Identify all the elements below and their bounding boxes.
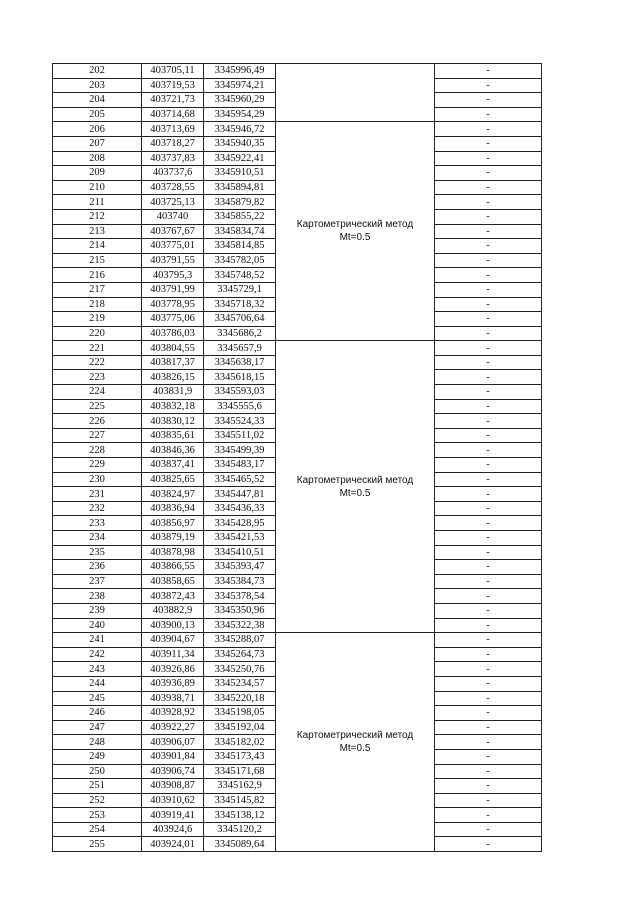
point-number: 241 [53, 633, 142, 648]
description-cell: - [435, 516, 542, 531]
point-number: 235 [53, 545, 142, 560]
y-coordinate: 3345234,57 [204, 676, 276, 691]
description-cell: - [435, 297, 542, 312]
y-coordinate: 3345814,85 [204, 239, 276, 254]
description-cell: - [435, 399, 542, 414]
x-coordinate: 403831,9 [142, 385, 204, 400]
description-cell: - [435, 166, 542, 181]
method-name: Картометрический метод [296, 474, 414, 486]
y-coordinate: 3345686,2 [204, 326, 276, 341]
x-coordinate: 403924,01 [142, 837, 204, 852]
point-number: 253 [53, 808, 142, 823]
y-coordinate: 3345120,2 [204, 822, 276, 837]
y-coordinate: 3345436,33 [204, 501, 276, 516]
y-coordinate: 3345960,29 [204, 93, 276, 108]
point-number: 203 [53, 78, 142, 93]
y-coordinate: 3345910,51 [204, 166, 276, 181]
description-cell: - [435, 793, 542, 808]
point-number: 219 [53, 312, 142, 327]
description-cell: - [435, 341, 542, 356]
description-cell: - [435, 589, 542, 604]
point-number: 209 [53, 166, 142, 181]
x-coordinate: 403928,92 [142, 706, 204, 721]
x-coordinate: 403728,55 [142, 180, 204, 195]
point-number: 210 [53, 180, 142, 195]
description-cell: - [435, 253, 542, 268]
method-name: Картометрический метод [296, 219, 414, 231]
x-coordinate: 403878,98 [142, 545, 204, 560]
point-number: 249 [53, 749, 142, 764]
description-cell: - [435, 706, 542, 721]
x-coordinate: 403786,03 [142, 326, 204, 341]
description-cell: - [435, 603, 542, 618]
table-row [53, 341, 542, 356]
description-cell: - [435, 560, 542, 575]
y-coordinate: 3345511,02 [204, 428, 276, 443]
x-coordinate: 403911,34 [142, 647, 204, 662]
point-number: 248 [53, 735, 142, 750]
description-cell: - [435, 64, 542, 79]
x-coordinate: 403775,01 [142, 239, 204, 254]
point-number: 238 [53, 589, 142, 604]
point-number: 252 [53, 793, 142, 808]
description-cell: - [435, 443, 542, 458]
x-coordinate: 403926,86 [142, 662, 204, 677]
y-coordinate: 3345428,95 [204, 516, 276, 531]
point-number: 230 [53, 472, 142, 487]
y-coordinate: 3345138,12 [204, 808, 276, 823]
x-coordinate: 403719,53 [142, 78, 204, 93]
y-coordinate: 3345638,17 [204, 355, 276, 370]
y-coordinate: 3345657,9 [204, 341, 276, 356]
table-row [53, 633, 542, 648]
description-cell: - [435, 122, 542, 137]
description-cell: - [435, 224, 542, 239]
y-coordinate: 3345089,64 [204, 837, 276, 852]
y-coordinate: 3345729,1 [204, 282, 276, 297]
x-coordinate: 403778,95 [142, 297, 204, 312]
y-coordinate: 3345499,39 [204, 443, 276, 458]
description-cell: - [435, 355, 542, 370]
x-coordinate: 403906,74 [142, 764, 204, 779]
description-cell: - [435, 647, 542, 662]
y-coordinate: 3345378,54 [204, 589, 276, 604]
description-cell: - [435, 282, 542, 297]
x-coordinate: 403922,27 [142, 720, 204, 735]
x-coordinate: 403836,94 [142, 501, 204, 516]
y-coordinate: 3345483,17 [204, 458, 276, 473]
x-coordinate: 403791,55 [142, 253, 204, 268]
y-coordinate: 3345954,29 [204, 107, 276, 122]
y-coordinate: 3345173,43 [204, 749, 276, 764]
y-coordinate: 3345555,6 [204, 399, 276, 414]
description-cell: - [435, 428, 542, 443]
y-coordinate: 3345393,47 [204, 560, 276, 575]
y-coordinate: 3345922,41 [204, 151, 276, 166]
point-number: 215 [53, 253, 142, 268]
table-row [53, 64, 542, 79]
description-cell: - [435, 78, 542, 93]
point-number: 211 [53, 195, 142, 210]
y-coordinate: 3345996,49 [204, 64, 276, 79]
description-cell: - [435, 458, 542, 473]
point-number: 223 [53, 370, 142, 385]
y-coordinate: 3345946,72 [204, 122, 276, 137]
description-cell: - [435, 107, 542, 122]
point-number: 205 [53, 107, 142, 122]
description-cell: - [435, 822, 542, 837]
description-cell: - [435, 735, 542, 750]
point-number: 236 [53, 560, 142, 575]
point-number: 255 [53, 837, 142, 852]
x-coordinate: 403737,6 [142, 166, 204, 181]
y-coordinate: 3345182,02 [204, 735, 276, 750]
x-coordinate: 403837,41 [142, 458, 204, 473]
point-number: 229 [53, 458, 142, 473]
x-coordinate: 403904,67 [142, 633, 204, 648]
y-coordinate: 3345593,03 [204, 385, 276, 400]
x-coordinate: 403804,55 [142, 341, 204, 356]
description-cell: - [435, 574, 542, 589]
point-number: 234 [53, 531, 142, 546]
description-cell: - [435, 618, 542, 633]
description-cell: - [435, 676, 542, 691]
method-cell [276, 64, 435, 122]
x-coordinate: 403775,06 [142, 312, 204, 327]
point-number: 239 [53, 603, 142, 618]
x-coordinate: 403910,62 [142, 793, 204, 808]
x-coordinate: 403882,9 [142, 603, 204, 618]
y-coordinate: 3345465,52 [204, 472, 276, 487]
point-number: 228 [53, 443, 142, 458]
method-name: Картометрический метод [296, 730, 414, 742]
y-coordinate: 3345384,73 [204, 574, 276, 589]
description-cell: - [435, 545, 542, 560]
description-cell: - [435, 633, 542, 648]
y-coordinate: 3345618,15 [204, 370, 276, 385]
x-coordinate: 403908,87 [142, 779, 204, 794]
point-number: 237 [53, 574, 142, 589]
point-number: 217 [53, 282, 142, 297]
method-accuracy: Mt=0.5 [339, 487, 371, 499]
description-cell: - [435, 385, 542, 400]
point-number: 231 [53, 487, 142, 502]
x-coordinate: 403718,27 [142, 136, 204, 151]
point-number: 206 [53, 122, 142, 137]
description-cell: - [435, 180, 542, 195]
y-coordinate: 3345718,32 [204, 297, 276, 312]
x-coordinate: 403767,67 [142, 224, 204, 239]
point-number: 244 [53, 676, 142, 691]
x-coordinate: 403705,11 [142, 64, 204, 79]
description-cell: - [435, 487, 542, 502]
point-number: 243 [53, 662, 142, 677]
x-coordinate: 403856,97 [142, 516, 204, 531]
x-coordinate: 403795,3 [142, 268, 204, 283]
description-cell: - [435, 239, 542, 254]
description-cell: - [435, 326, 542, 341]
x-coordinate: 403879,19 [142, 531, 204, 546]
point-number: 214 [53, 239, 142, 254]
description-cell: - [435, 209, 542, 224]
x-coordinate: 403826,15 [142, 370, 204, 385]
y-coordinate: 3345940,35 [204, 136, 276, 151]
point-number: 246 [53, 706, 142, 721]
y-coordinate: 3345524,33 [204, 414, 276, 429]
point-number: 227 [53, 428, 142, 443]
point-number: 207 [53, 136, 142, 151]
x-coordinate: 403830,12 [142, 414, 204, 429]
point-number: 222 [53, 355, 142, 370]
y-coordinate: 3345171,68 [204, 764, 276, 779]
description-cell: - [435, 151, 542, 166]
point-number: 221 [53, 341, 142, 356]
x-coordinate: 403714,68 [142, 107, 204, 122]
method-cell [276, 633, 435, 852]
method-cell [276, 122, 435, 341]
point-number: 226 [53, 414, 142, 429]
y-coordinate: 3345879,82 [204, 195, 276, 210]
y-coordinate: 3345322,38 [204, 618, 276, 633]
method-accuracy: Mt=0.5 [339, 232, 371, 244]
y-coordinate: 3345288,07 [204, 633, 276, 648]
x-coordinate: 403900,13 [142, 618, 204, 633]
point-number: 225 [53, 399, 142, 414]
description-cell: - [435, 531, 542, 546]
point-number: 251 [53, 779, 142, 794]
description-cell: - [435, 749, 542, 764]
coordinates-table-body [53, 64, 542, 852]
method-accuracy: Mt=0.5 [339, 743, 371, 755]
description-cell: - [435, 268, 542, 283]
x-coordinate: 403832,18 [142, 399, 204, 414]
point-number: 208 [53, 151, 142, 166]
point-number: 242 [53, 647, 142, 662]
point-number: 213 [53, 224, 142, 239]
method-cell [276, 341, 435, 633]
description-cell: - [435, 136, 542, 151]
point-number: 245 [53, 691, 142, 706]
y-coordinate: 3345706,64 [204, 312, 276, 327]
y-coordinate: 3345264,73 [204, 647, 276, 662]
x-coordinate: 403835,61 [142, 428, 204, 443]
y-coordinate: 3345974,21 [204, 78, 276, 93]
y-coordinate: 3345421,53 [204, 531, 276, 546]
x-coordinate: 403824,97 [142, 487, 204, 502]
x-coordinate: 403919,41 [142, 808, 204, 823]
y-coordinate: 3345410,51 [204, 545, 276, 560]
y-coordinate: 3345162,9 [204, 779, 276, 794]
point-number: 218 [53, 297, 142, 312]
description-cell: - [435, 779, 542, 794]
point-number: 240 [53, 618, 142, 633]
x-coordinate: 403817,37 [142, 355, 204, 370]
y-coordinate: 3345855,22 [204, 209, 276, 224]
description-cell: - [435, 414, 542, 429]
x-coordinate: 403713,69 [142, 122, 204, 137]
x-coordinate: 403825,65 [142, 472, 204, 487]
x-coordinate: 403858,65 [142, 574, 204, 589]
description-cell: - [435, 764, 542, 779]
point-number: 216 [53, 268, 142, 283]
description-cell: - [435, 720, 542, 735]
point-number: 247 [53, 720, 142, 735]
y-coordinate: 3345834,74 [204, 224, 276, 239]
point-number: 212 [53, 209, 142, 224]
y-coordinate: 3345250,76 [204, 662, 276, 677]
description-cell: - [435, 691, 542, 706]
point-number: 250 [53, 764, 142, 779]
y-coordinate: 3345198,05 [204, 706, 276, 721]
x-coordinate: 403866,55 [142, 560, 204, 575]
point-number: 232 [53, 501, 142, 516]
x-coordinate: 403791,99 [142, 282, 204, 297]
coordinates-table [52, 63, 542, 852]
point-number: 224 [53, 385, 142, 400]
description-cell: - [435, 370, 542, 385]
point-number: 233 [53, 516, 142, 531]
description-cell: - [435, 662, 542, 677]
x-coordinate: 403906,07 [142, 735, 204, 750]
description-cell: - [435, 837, 542, 852]
y-coordinate: 3345350,96 [204, 603, 276, 618]
x-coordinate: 403721,73 [142, 93, 204, 108]
point-number: 204 [53, 93, 142, 108]
point-number: 254 [53, 822, 142, 837]
x-coordinate: 403846,36 [142, 443, 204, 458]
y-coordinate: 3345782,05 [204, 253, 276, 268]
x-coordinate: 403938,71 [142, 691, 204, 706]
y-coordinate: 3345748,52 [204, 268, 276, 283]
description-cell: - [435, 472, 542, 487]
x-coordinate: 403740 [142, 209, 204, 224]
x-coordinate: 403737,83 [142, 151, 204, 166]
y-coordinate: 3345192,04 [204, 720, 276, 735]
point-number: 202 [53, 64, 142, 79]
description-cell: - [435, 808, 542, 823]
description-cell: - [435, 312, 542, 327]
description-cell: - [435, 93, 542, 108]
x-coordinate: 403872,43 [142, 589, 204, 604]
x-coordinate: 403924,6 [142, 822, 204, 837]
y-coordinate: 3345220,18 [204, 691, 276, 706]
x-coordinate: 403936,89 [142, 676, 204, 691]
description-cell: - [435, 195, 542, 210]
x-coordinate: 403901,84 [142, 749, 204, 764]
point-number: 220 [53, 326, 142, 341]
y-coordinate: 3345894,81 [204, 180, 276, 195]
y-coordinate: 3345145,82 [204, 793, 276, 808]
x-coordinate: 403725,13 [142, 195, 204, 210]
description-cell: - [435, 501, 542, 516]
y-coordinate: 3345447,81 [204, 487, 276, 502]
table-row [53, 122, 542, 137]
